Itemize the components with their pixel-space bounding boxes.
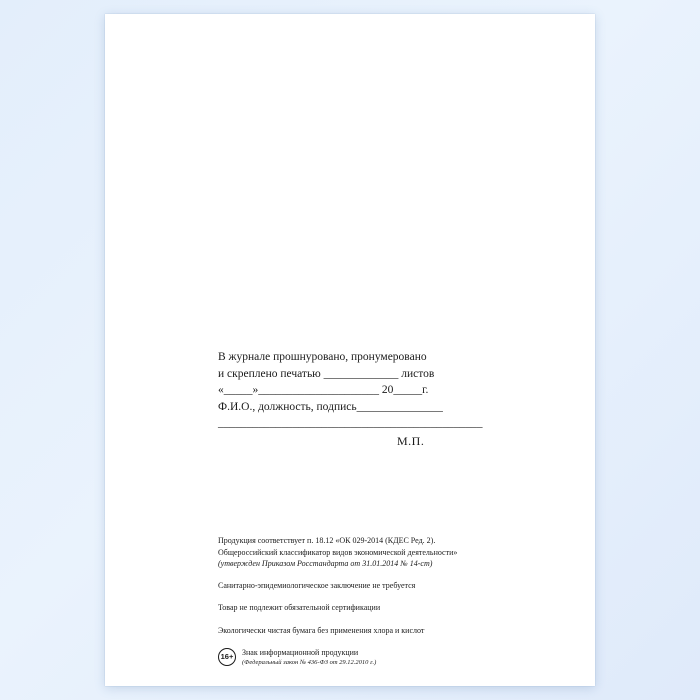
eco-paper-note: Экологически чистая бумага без применения хлора и кислот (218, 625, 425, 635)
stitch-date-line: «_____»_____________________ 20_____г. (218, 384, 429, 396)
stitch-blank-rule: ______________________________________________ (218, 417, 483, 429)
stitch-line-1: В журнале прошнуровано, пронумеровано (218, 351, 427, 363)
stamp-place-mark: М.П. (397, 434, 425, 448)
age-rating-mark (218, 647, 548, 667)
product-classification-line-3: (утвержден Приказом Росстандарта от 31.01.2014 № 14-ст) (218, 559, 433, 568)
legal-notice-block (218, 535, 548, 667)
sanitary-conclusion-note: Санитарно-эпидемиологическое заключение не требуется (218, 580, 416, 590)
age-rating-texts (242, 647, 376, 667)
product-classification-paragraph (218, 535, 548, 570)
age-rating-icon: 16+ (218, 648, 236, 666)
product-classification-line-1: Продукция соответствует п. 18.12 «ОК 029-2014 (КДЕС Ред. 2). (218, 536, 436, 545)
product-classification-line-2: Общероссийский классификатор видов экономической деятельности» (218, 547, 458, 557)
stitch-signature-line: Ф.И.О., должность, подпись_______________ (218, 400, 443, 413)
age-rating-title: Знак информационной продукции (242, 648, 359, 657)
age-rating-law-reference: (Федеральный закон № 436-ФЗ от 29.12.2010 г.) (242, 659, 377, 666)
certification-note: Товар не подлежит обязательной сертификации (218, 603, 381, 612)
stitch-line-2: и скреплено печатью _____________ листов (218, 367, 435, 380)
stitching-certification-block (218, 349, 518, 432)
document-page (105, 14, 595, 686)
